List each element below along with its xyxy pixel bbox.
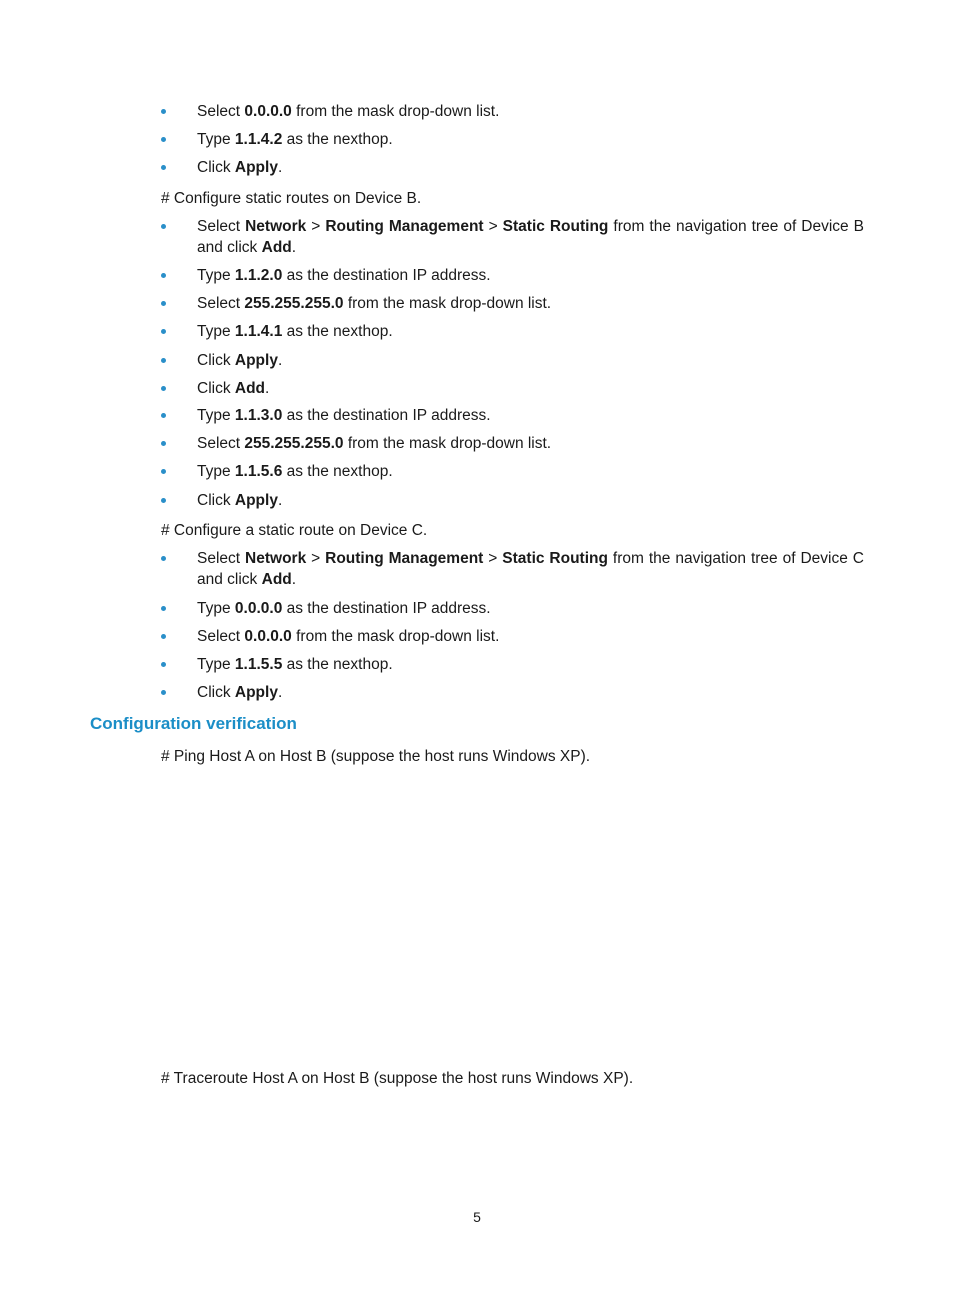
text-run: Type <box>197 600 235 617</box>
bullet-icon <box>161 137 166 142</box>
list-item-text <box>197 293 864 314</box>
bold-term: 0.0.0.0 <box>244 628 292 645</box>
text-run: > <box>306 218 326 235</box>
bullet-icon <box>161 224 166 229</box>
list-item-text <box>197 598 864 619</box>
text-run: from the mask drop-down list. <box>291 103 500 120</box>
text-run: Select <box>197 103 245 120</box>
list-item <box>161 405 864 426</box>
text-run: from the mask drop-down list. <box>343 295 552 312</box>
bullet-icon <box>161 634 166 639</box>
bold-term: 1.1.5.6 <box>234 463 283 480</box>
list-item <box>161 598 864 619</box>
list-item-text <box>197 461 864 482</box>
bullet-icon <box>161 109 166 114</box>
text-run: from the mask drop-down list. <box>291 628 500 645</box>
bold-term: Static Routing <box>502 550 608 567</box>
text-run: > <box>483 218 503 235</box>
list-item-text <box>197 321 864 342</box>
list-item <box>161 654 864 675</box>
text-run: > <box>306 550 326 567</box>
list-item-text <box>197 433 864 454</box>
text-run: Type <box>197 463 235 480</box>
list-item <box>161 129 864 150</box>
text-run: Click <box>197 380 235 397</box>
list-item <box>161 626 864 647</box>
list-item-text <box>197 548 864 590</box>
text-run: Type <box>197 656 235 673</box>
bullet-icon <box>161 441 166 446</box>
text-run: Select <box>197 550 246 567</box>
text-run: from the navigation tree of Device B and click <box>197 218 864 256</box>
paragraph: # Configure static routes on Device B. <box>161 190 422 207</box>
list-item <box>161 321 864 342</box>
paragraph: # Configure a static route on Device C. <box>161 522 428 539</box>
bullet-icon <box>161 606 166 611</box>
bullet-icon <box>161 469 166 474</box>
list-item <box>161 378 864 399</box>
list-item <box>161 461 864 482</box>
text-run: Click <box>197 684 235 701</box>
bold-term: Apply <box>234 492 278 509</box>
paragraph: # Traceroute Host A on Host B (suppose the host runs Windows XP). <box>161 1070 634 1087</box>
bold-term: 1.1.2.0 <box>234 267 283 284</box>
bold-term: Static Routing <box>502 218 609 235</box>
bullet-icon <box>161 329 166 334</box>
text-run: as the nexthop. <box>282 656 393 673</box>
text-run: as the destination IP address. <box>282 600 491 617</box>
list-item <box>161 265 864 286</box>
bold-term: 0.0.0.0 <box>244 103 292 120</box>
text-run: Select <box>197 628 245 645</box>
list-item-text <box>197 654 864 675</box>
list-item <box>161 548 864 590</box>
text-run: Click <box>197 352 235 369</box>
text-run: as the nexthop. <box>282 323 393 340</box>
list-item <box>161 293 864 314</box>
bold-term: Add <box>261 571 292 588</box>
text-run: Select <box>197 295 245 312</box>
text-run: . <box>291 239 297 256</box>
list-item <box>161 350 864 371</box>
bullet-icon <box>161 662 166 667</box>
text-run: Type <box>197 323 235 340</box>
text-run: . <box>277 352 283 369</box>
bold-term: Network <box>245 218 307 235</box>
bold-term: 0.0.0.0 <box>234 600 283 617</box>
bold-term: 1.1.5.5 <box>234 656 283 673</box>
text-run: Select <box>197 218 246 235</box>
list-item <box>161 433 864 454</box>
bullet-icon <box>161 358 166 363</box>
list-item-text <box>197 378 864 399</box>
text-run: . <box>277 159 283 176</box>
text-run: Type <box>197 407 235 424</box>
list-item <box>161 216 864 258</box>
bold-term: Apply <box>234 159 278 176</box>
bullet-icon <box>161 165 166 170</box>
bold-term: Network <box>245 550 307 567</box>
bold-term: 1.1.3.0 <box>234 407 283 424</box>
page-number: 5 <box>473 1209 481 1225</box>
section-heading: Configuration verification <box>90 714 297 733</box>
bullet-icon <box>161 413 166 418</box>
list-item-text <box>197 129 864 150</box>
bullet-icon <box>161 556 166 561</box>
list-item <box>161 490 864 511</box>
bold-term: Apply <box>234 352 278 369</box>
paragraph: # Ping Host A on Host B (suppose the host runs Windows XP). <box>161 748 591 765</box>
text-run: Type <box>197 131 235 148</box>
text-run: as the destination IP address. <box>282 407 491 424</box>
bold-term: 1.1.4.2 <box>234 131 283 148</box>
text-run: as the destination IP address. <box>282 267 491 284</box>
list-item-text <box>197 626 864 647</box>
text-run: from the mask drop-down list. <box>343 435 552 452</box>
text-run: as the nexthop. <box>282 463 393 480</box>
bold-term: Add <box>234 380 266 397</box>
bullet-icon <box>161 301 166 306</box>
list-item <box>161 157 864 178</box>
text-run: Type <box>197 267 235 284</box>
list-item-text <box>197 265 864 286</box>
bold-term: 255.255.255.0 <box>244 435 344 452</box>
bold-term: 1.1.4.1 <box>234 323 283 340</box>
list-item-text <box>197 101 864 122</box>
list-item-text <box>197 405 864 426</box>
bullet-icon <box>161 498 166 503</box>
bullet-icon <box>161 273 166 278</box>
bullet-icon <box>161 690 166 695</box>
bold-term: 255.255.255.0 <box>244 295 344 312</box>
list-item-text <box>197 157 864 178</box>
text-run: Select <box>197 435 245 452</box>
list-item <box>161 101 864 122</box>
text-run: . <box>277 684 283 701</box>
list-item-text <box>197 350 864 371</box>
list-item-text <box>197 216 864 258</box>
bold-term: Routing Management <box>325 218 484 235</box>
text-run: as the nexthop. <box>282 131 393 148</box>
bullet-icon <box>161 386 166 391</box>
list-item-text <box>197 682 864 703</box>
list-item-text <box>197 490 864 511</box>
list-item <box>161 682 864 703</box>
text-run: from the navigation tree of Device C and click <box>197 550 864 588</box>
bold-term: Add <box>261 239 292 256</box>
text-run: . <box>265 380 270 397</box>
text-run: Click <box>197 159 235 176</box>
bold-term: Apply <box>234 684 278 701</box>
text-run: > <box>483 550 503 567</box>
bold-term: Routing Management <box>325 550 484 567</box>
text-run: . <box>291 571 297 588</box>
text-run: . <box>277 492 283 509</box>
text-run: Click <box>197 492 235 509</box>
